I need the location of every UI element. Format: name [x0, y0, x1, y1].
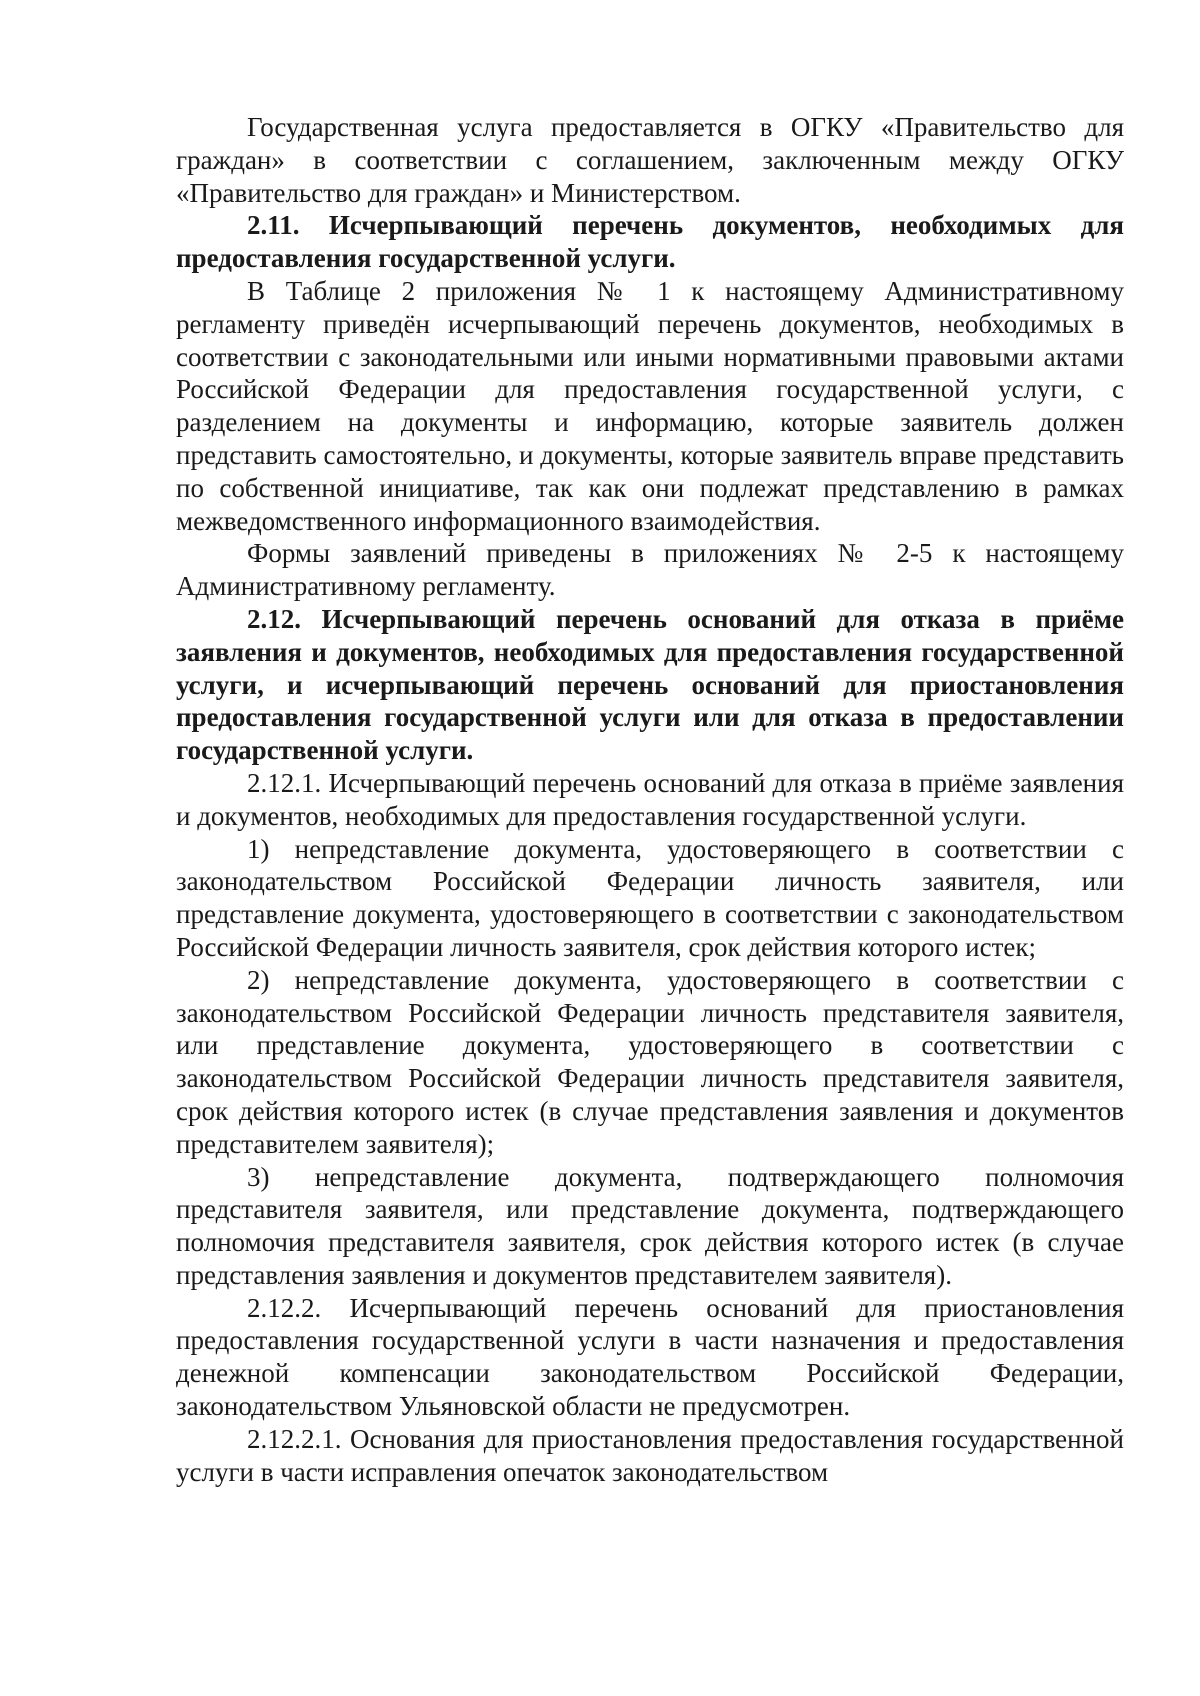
paragraph-application-forms: Формы заявлений приведены в приложениях № 2-5 к настоящему Административному регламенту.: [176, 538, 1124, 602]
paragraph-2-12-1: 2.12.1. Исчерпывающий перечень оснований для отказа в приёме заявления и документов, необходимых для предоставления государственной услуги.: [176, 767, 1124, 831]
heading-2-12: 2.12. Исчерпывающий перечень оснований для отказа в приёме заявления и документов, необходимых для предоставления государственной услуги, и исчерпывающий перечень оснований для приостановления предоставления государственной услуги или для отказа в предоставлении государственной услуги.: [176, 603, 1124, 766]
paragraph-2-12-2: 2.12.2. Исчерпывающий перечень оснований для приостановления предоставления государственной услуги в части назначения и предоставления денежной компенсации законодательством Российской Федерации, законодательством Ульяновской области не предусмотрен.: [176, 1292, 1124, 1422]
list-item-2: 2) непредставление документа, удостоверяющего в соответствии с законодательством Российской Федерации личность представителя заявителя, или представление документа, удостоверяющего в соответствии с законодательством Российской Федерации личность представителя заявителя, срок действия которого истек (в случае представления заявления и документов представителем заявителя);: [176, 964, 1124, 1159]
paragraph-2-12-2-1: 2.12.2.1. Основания для приостановления предоставления государственной услуги в части исправления опечаток законодательством: [176, 1423, 1124, 1487]
list-item-3: 3) непредставление документа, подтверждающего полномочия представителя заявителя, или представление документа, подтверждающего полномочия представителя заявителя, срок действия которого истек (в случае представления заявления и документов представителем заявителя).: [176, 1161, 1124, 1290]
paragraph-service-provision: Государственная услуга предоставляется в ОГКУ «Правительство для граждан» в соответствии с соглашением, заключенным между ОГКУ «Правительство для граждан» и Министерством.: [176, 112, 1124, 208]
paragraph-documents-list: В Таблице 2 приложения № 1 к настоящему Административному регламенту приведён исчерпывающий перечень документов, необходимых в соответствии с законодательными или иными нормативными правовыми актами Российской Федерации для предоставления государственной услуги, с разделением на документы и информацию, которые заявитель должен представить самостоятельно, и документы, которые заявитель вправе представить по собственной инициативе, так как они подлежат представлению в рамках межведомственного информационного взаимодействия.: [176, 275, 1124, 536]
heading-2-11: 2.11. Исчерпывающий перечень документов, необходимых для предоставления государственной услуги.: [176, 210, 1124, 274]
list-item-1: 1) непредставление документа, удостоверяющего в соответствии с законодательством Российской Федерации личность заявителя, или представление документа, удостоверяющего в соответствии с законодательством Российской Федерации личность заявителя, срок действия которого истек;: [176, 833, 1124, 962]
document-page: [176, 111, 1124, 1488]
